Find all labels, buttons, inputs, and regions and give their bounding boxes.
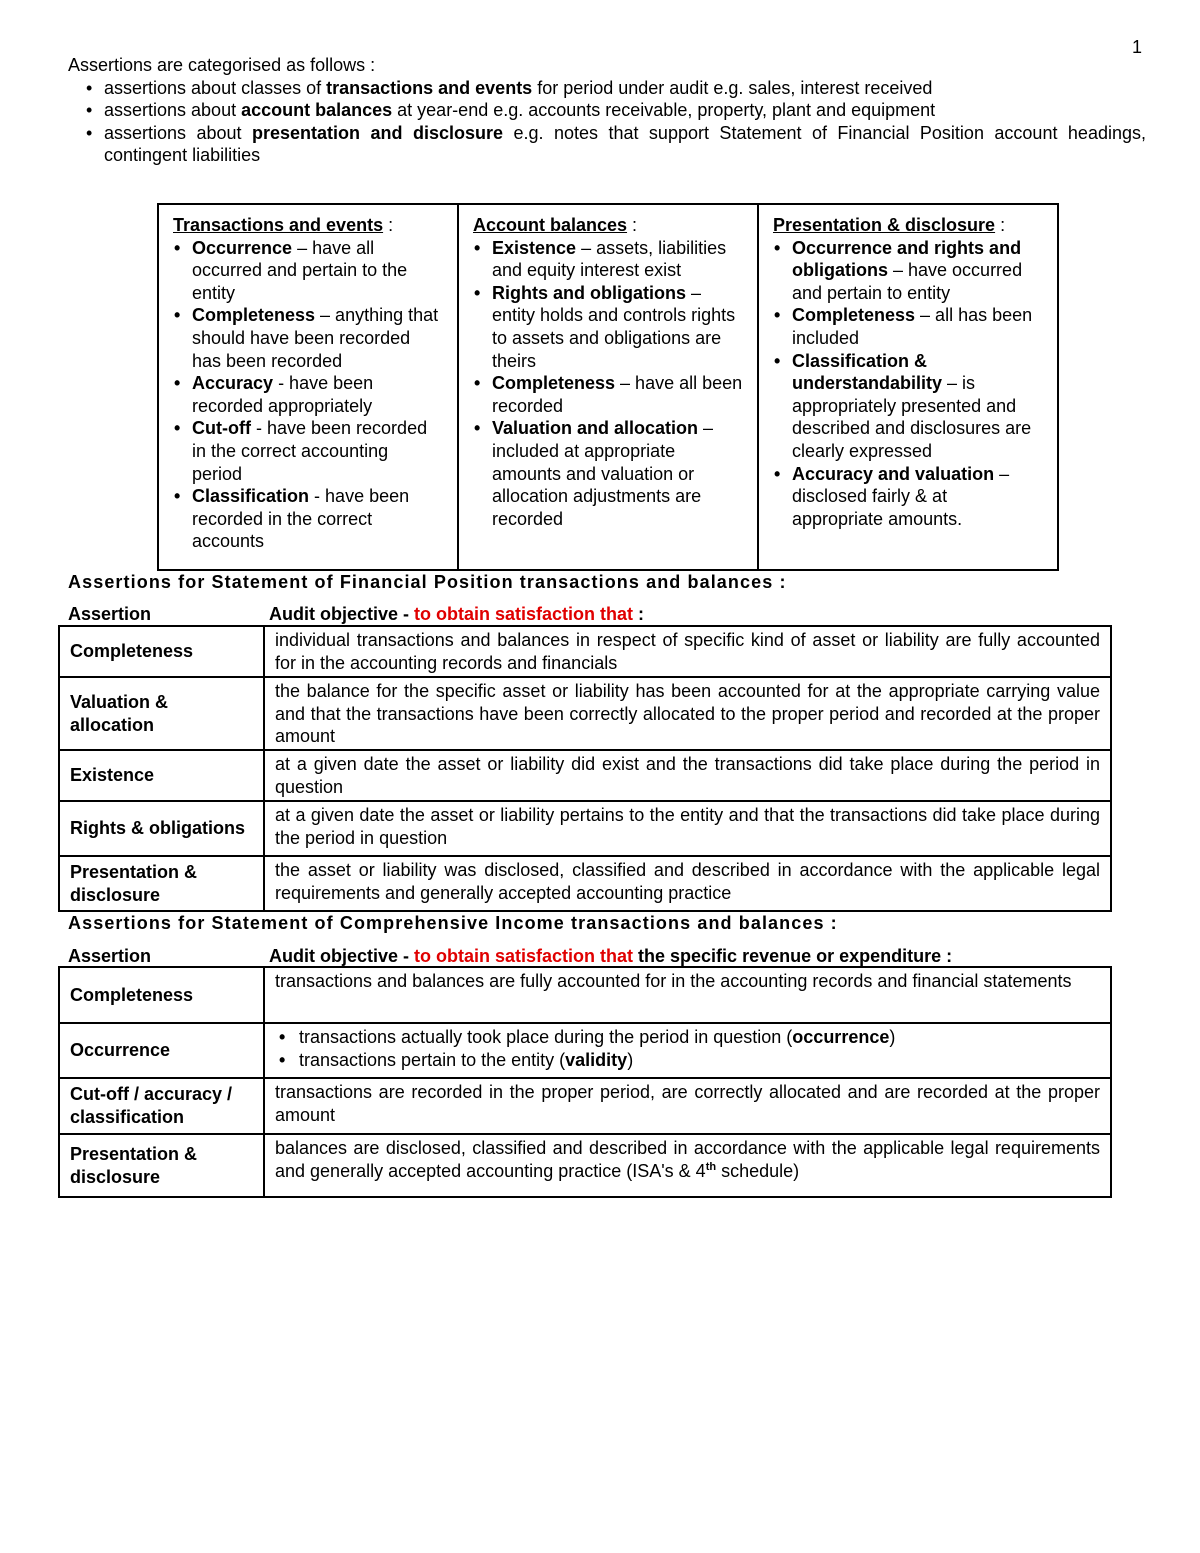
objective-header-text: : — [633, 604, 645, 624]
assertion-cell: Presentation & disclosure — [59, 856, 264, 911]
objective-header-text: the specific revenue or expenditure : — [633, 946, 953, 966]
category-transactions: Transactions and events : • Occurrence – have all occurred and pertain to the entity • Completeness – anything that should have been recorded has been recorded • Accuracy - have been recorded appropriately • Cut-off - have been recorded in the correct accounting period • Classification - have been recorded in the correct accounts — [159, 205, 457, 569]
assertion-cell: Presentation & disclosure — [59, 1134, 264, 1197]
assertion-term: Accuracy — [192, 373, 274, 394]
objective-text: schedule) — [716, 1160, 800, 1181]
assertion-term: Classification & understandability — [792, 350, 943, 394]
list-item — [492, 282, 743, 372]
list-item — [104, 122, 1146, 167]
assertion-desc: – is appropriately presented and described and disclosures are clearly expressed — [792, 373, 1032, 461]
assertion-term: Existence — [492, 237, 577, 258]
assertion-cell: Completeness — [59, 967, 264, 1023]
list-item — [192, 485, 443, 553]
objective-cell: at a given date the asset or liability pertains to the entity and that the transactions did take place during the period in question — [264, 801, 1111, 856]
bullet-text: ) — [627, 1049, 634, 1070]
assertion-term: Rights and obligations — [492, 282, 686, 303]
table-row — [59, 856, 1111, 911]
table-row — [59, 677, 1111, 750]
sofp-table — [58, 625, 1112, 912]
list-item — [104, 77, 1146, 100]
bullet-bold: transactions and events — [326, 77, 533, 98]
intro-section — [68, 54, 1146, 167]
assertion-cell: Occurrence — [59, 1023, 264, 1078]
objective-cell: the balance for the specific asset or liability has been accounted for at the appropriate carrying value and that the transactions have been correctly allocated to the proper period and recorded at the proper amount — [264, 677, 1111, 750]
bullet-text: assertions about classes of — [104, 77, 327, 98]
list-item — [104, 99, 1146, 122]
page-number: 1 — [1132, 37, 1143, 57]
objective-header-text: Audit objective - — [269, 946, 415, 966]
assertion-desc: – have all been recorded — [492, 373, 743, 416]
assertion-desc: – anything that should have been recorded has been recorded — [192, 305, 439, 371]
bullet-text: at year-end e.g. accounts receivable, property, plant and equipment — [392, 100, 936, 121]
soci-table — [58, 966, 1112, 1198]
assertion-column-header: Assertion — [68, 946, 152, 966]
sofp-column-headers — [68, 603, 1118, 626]
intro-list — [68, 77, 1146, 167]
objective-cell: individual transactions and balances in respect of specific kind of asset or liability are fully accounted for in the accounting records and financials — [264, 626, 1111, 677]
objective-cell — [264, 1134, 1111, 1197]
assertion-desc: – disclosed fairly & at appropriate amounts. — [792, 463, 1010, 529]
category-presentation: Presentation & disclosure : • Occurrence and rights and obligations – have occurred and pertain to entity • Completeness – all has been included • Classification & understandability – is appropriately presented and described and disclosures are clearly expressed • Accuracy and valuation – disclosed fairly & at appropriate amounts. — [757, 205, 1057, 569]
assertion-cell: Completeness — [59, 626, 264, 677]
assertion-term: Completeness — [192, 305, 316, 326]
category-heading: Transactions and events — [173, 215, 384, 235]
assertion-desc: – entity holds and controls rights to assets and obligations are theirs — [492, 282, 736, 371]
assertion-desc: – all has been included — [792, 305, 1033, 348]
assertion-desc: – assets, liabilities and equity interest exist — [492, 237, 727, 281]
objective-header-red: to obtain satisfaction that — [414, 604, 634, 624]
table-row — [59, 750, 1111, 801]
bullet-bold: validity — [565, 1049, 628, 1070]
assertion-cell: Valuation & allocation — [59, 677, 264, 750]
assertion-term: Cut-off — [192, 418, 251, 439]
objective-column-header — [269, 945, 952, 968]
assertion-term: Completeness — [792, 305, 916, 326]
objective-cell: at a given date the asset or liability did exist and the transactions did take place during the period in question — [264, 750, 1111, 801]
intro-lead: Assertions are categorised as follows : — [68, 55, 376, 75]
bullet-text: assertions about — [104, 100, 242, 121]
superscript: th — [705, 1160, 717, 1173]
soci-title: Assertions for Statement of Comprehensive Income transactions and balances : — [68, 913, 838, 933]
bullet-text: e.g. notes that support Statement of Financial Position account headings, contingent liabilities — [104, 122, 1146, 166]
list-item — [792, 304, 1043, 349]
bullet-text: ) — [889, 1027, 896, 1047]
objective-header-text: Audit objective - — [269, 604, 415, 624]
category-heading: Presentation & disclosure — [773, 215, 996, 235]
assertion-term: Valuation and allocation — [492, 418, 699, 439]
objective-cell: transactions and balances are fully accounted for in the accounting records and financial statements — [264, 967, 1111, 1023]
assertion-desc: - have been recorded appropriately — [192, 373, 374, 416]
bullet-bold: account balances — [241, 100, 393, 121]
bullet-text: transactions actually took place during the period in question ( — [299, 1027, 793, 1047]
bullet-text: assertions about — [104, 122, 253, 143]
assertion-term: Accuracy and valuation — [792, 463, 995, 484]
list-item — [492, 417, 743, 530]
objective-text: balances are disclosed, classified and described in accordance with the applicable legal requirements and generally accepted accounting practice (ISA's & 4 — [275, 1138, 1100, 1181]
bullet-text: transactions pertain to the entity ( — [299, 1049, 566, 1070]
assertion-desc: - have been recorded in the correct accounting period — [192, 418, 428, 484]
list-item — [792, 237, 1043, 305]
objective-cell: transactions are recorded in the proper period, are correctly allocated and are recorded at the proper amount — [264, 1078, 1111, 1134]
list-item — [192, 237, 443, 305]
assertion-desc: – have all occurred and pertain to the entity — [192, 237, 408, 303]
assertion-column-header: Assertion — [68, 604, 152, 624]
list-item — [792, 350, 1043, 463]
list-item — [192, 372, 443, 417]
table-row — [59, 801, 1111, 856]
list-item — [492, 372, 743, 417]
assertion-desc: - have been recorded in the correct accounts — [192, 486, 410, 552]
list-item — [192, 304, 443, 372]
bullet-bold: occurrence — [792, 1027, 890, 1047]
category-heading: Account balances — [473, 215, 628, 235]
table-row — [59, 1023, 1111, 1078]
assertion-desc: – included at appropriate amounts and valuation or allocation adjustments are recorded — [492, 418, 714, 529]
table-row — [59, 1134, 1111, 1197]
objective-header-red: to obtain satisfaction that — [414, 946, 634, 966]
assertion-term: Occurrence — [192, 237, 293, 258]
list-item — [792, 463, 1043, 531]
assertion-cell: Rights & obligations — [59, 801, 264, 856]
assertion-cell: Cut-off / accuracy / classification — [59, 1078, 264, 1134]
category-account-balances: Account balances : • Existence – assets, liabilities and equity interest exist • Rights and obligations – entity holds and controls rights to assets and obligations are theirs • Completeness – have all been recorded • Valuation and allocation – included at appropriate amounts and valuation or allocation adjustments are recorded — [457, 205, 757, 569]
assertion-term: Completeness — [492, 373, 616, 394]
objective-cell: the asset or liability was disclosed, classified and described in accordance with the applicable legal requirements and generally accepted accounting practice — [264, 856, 1111, 911]
assertion-term: Occurrence and rights and obligations — [792, 237, 1022, 281]
bullet-text: for period under audit e.g. sales, interest received — [532, 77, 933, 98]
assertion-categories-table — [157, 203, 1059, 571]
assertion-cell: Existence — [59, 750, 264, 801]
table-row — [59, 626, 1111, 677]
table-row — [59, 967, 1111, 1023]
list-item — [192, 417, 443, 485]
objective-cell — [264, 1023, 1111, 1078]
soci-column-headers — [68, 945, 1118, 968]
list-item — [299, 1026, 1100, 1049]
list-item — [492, 237, 743, 282]
table-row — [59, 1078, 1111, 1134]
bullet-bold: presentation and disclosure — [252, 122, 503, 143]
assertion-term: Classification — [192, 486, 310, 507]
list-item — [299, 1049, 1100, 1072]
sofp-title: Assertions for Statement of Financial Position transactions and balances : — [68, 572, 787, 592]
objective-column-header — [269, 603, 644, 626]
assertion-desc: – have occurred and pertain to entity — [792, 260, 1023, 303]
